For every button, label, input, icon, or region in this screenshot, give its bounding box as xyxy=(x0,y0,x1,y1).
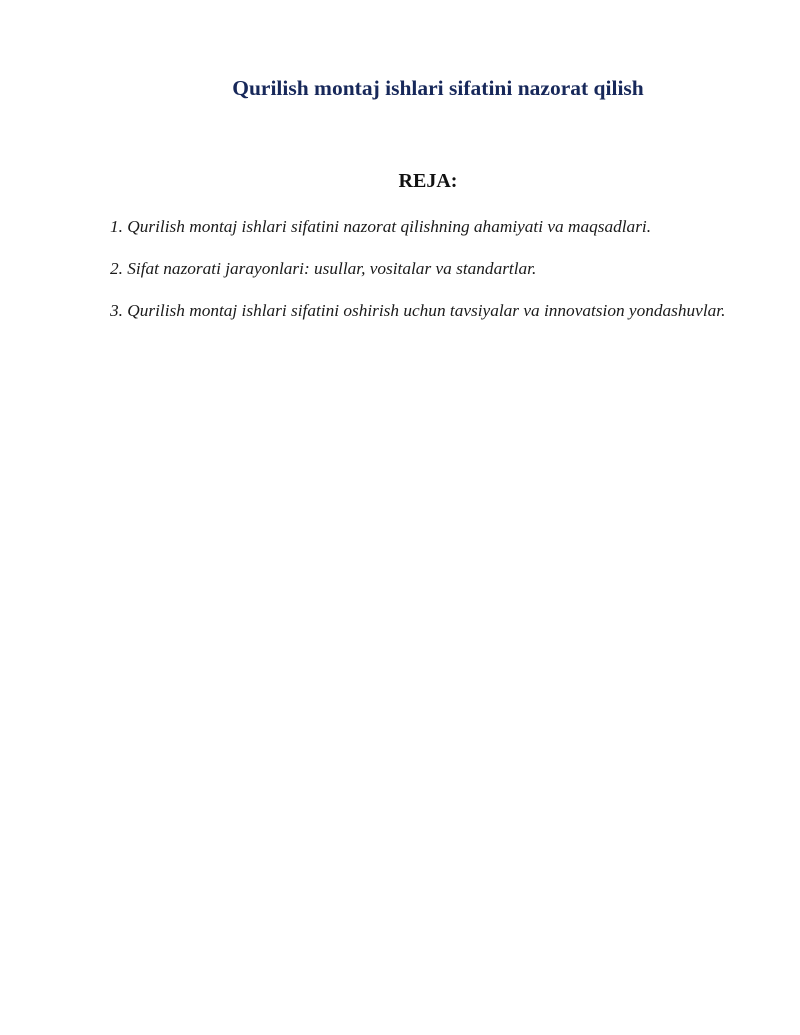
plan-heading: REJA: xyxy=(398,170,458,192)
document-title: Qurilish montaj ishlari sifatini nazorat qilish xyxy=(232,76,644,100)
plan-list xyxy=(110,211,742,337)
plan-item: 2. Sifat nazorati jarayonlari: usullar, vositalar va standartlar. xyxy=(110,259,537,278)
plan-item: 1. Qurilish montaj ishlari sifatini nazorat qilishning ahamiyati va maqsadlari. xyxy=(110,217,652,236)
plan-item: 3. Qurilish montaj ishlari sifatini oshirish uchun tavsiyalar va innovatsion yondashuvlar. xyxy=(110,301,726,320)
